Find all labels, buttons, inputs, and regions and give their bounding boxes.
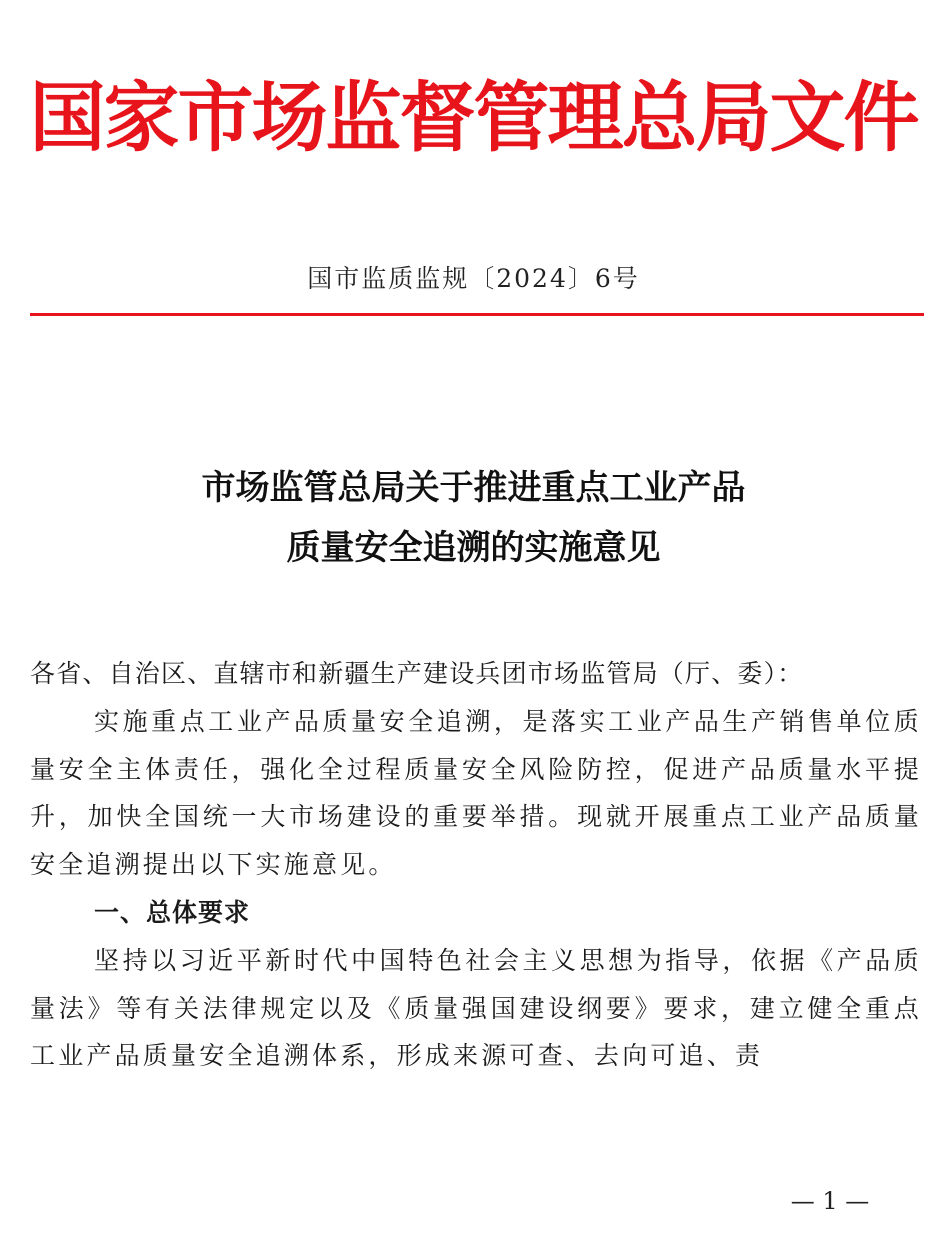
red-divider-line [30,313,924,316]
document-number: 国市监质监规〔2024〕6号 [307,264,640,293]
document-title-line-2: 质量安全追溯的实施意见 [286,528,661,568]
salutation: 各省、自治区、直辖市和新疆生产建设兵团市场监管局（厅、委）： [30,659,804,688]
masthead-title: 国家市场监督管理总局文件 [29,73,918,162]
document-title [0,458,947,578]
body-paragraph-1: 实施重点工业产品质量安全追溯，是落实工业产品生产销售单位质量安全主体责任，强化全过程质量安全风险防控，促进产品质量水平提升，加快全国统一大市场建设的重要举措。现就开展重点工业产品质量安全追溯提出以下实施意见。 [30,706,922,880]
document-body [30,650,922,1080]
page-number: — 1 — [790,1187,870,1215]
document-title-line-1: 市场监管总局关于推进重点工业产品 [201,468,746,508]
body-paragraph-2: 坚持以习近平新时代中国特色社会主义思想为指导，依据《产品质量法》等有关法律规定以及《质量强国建设纲要》要求，建立健全重点工业产品质量安全追溯体系，形成来源可查、去向可追、责 [30,945,922,1071]
section-heading: 一、总体要求 [94,897,251,927]
